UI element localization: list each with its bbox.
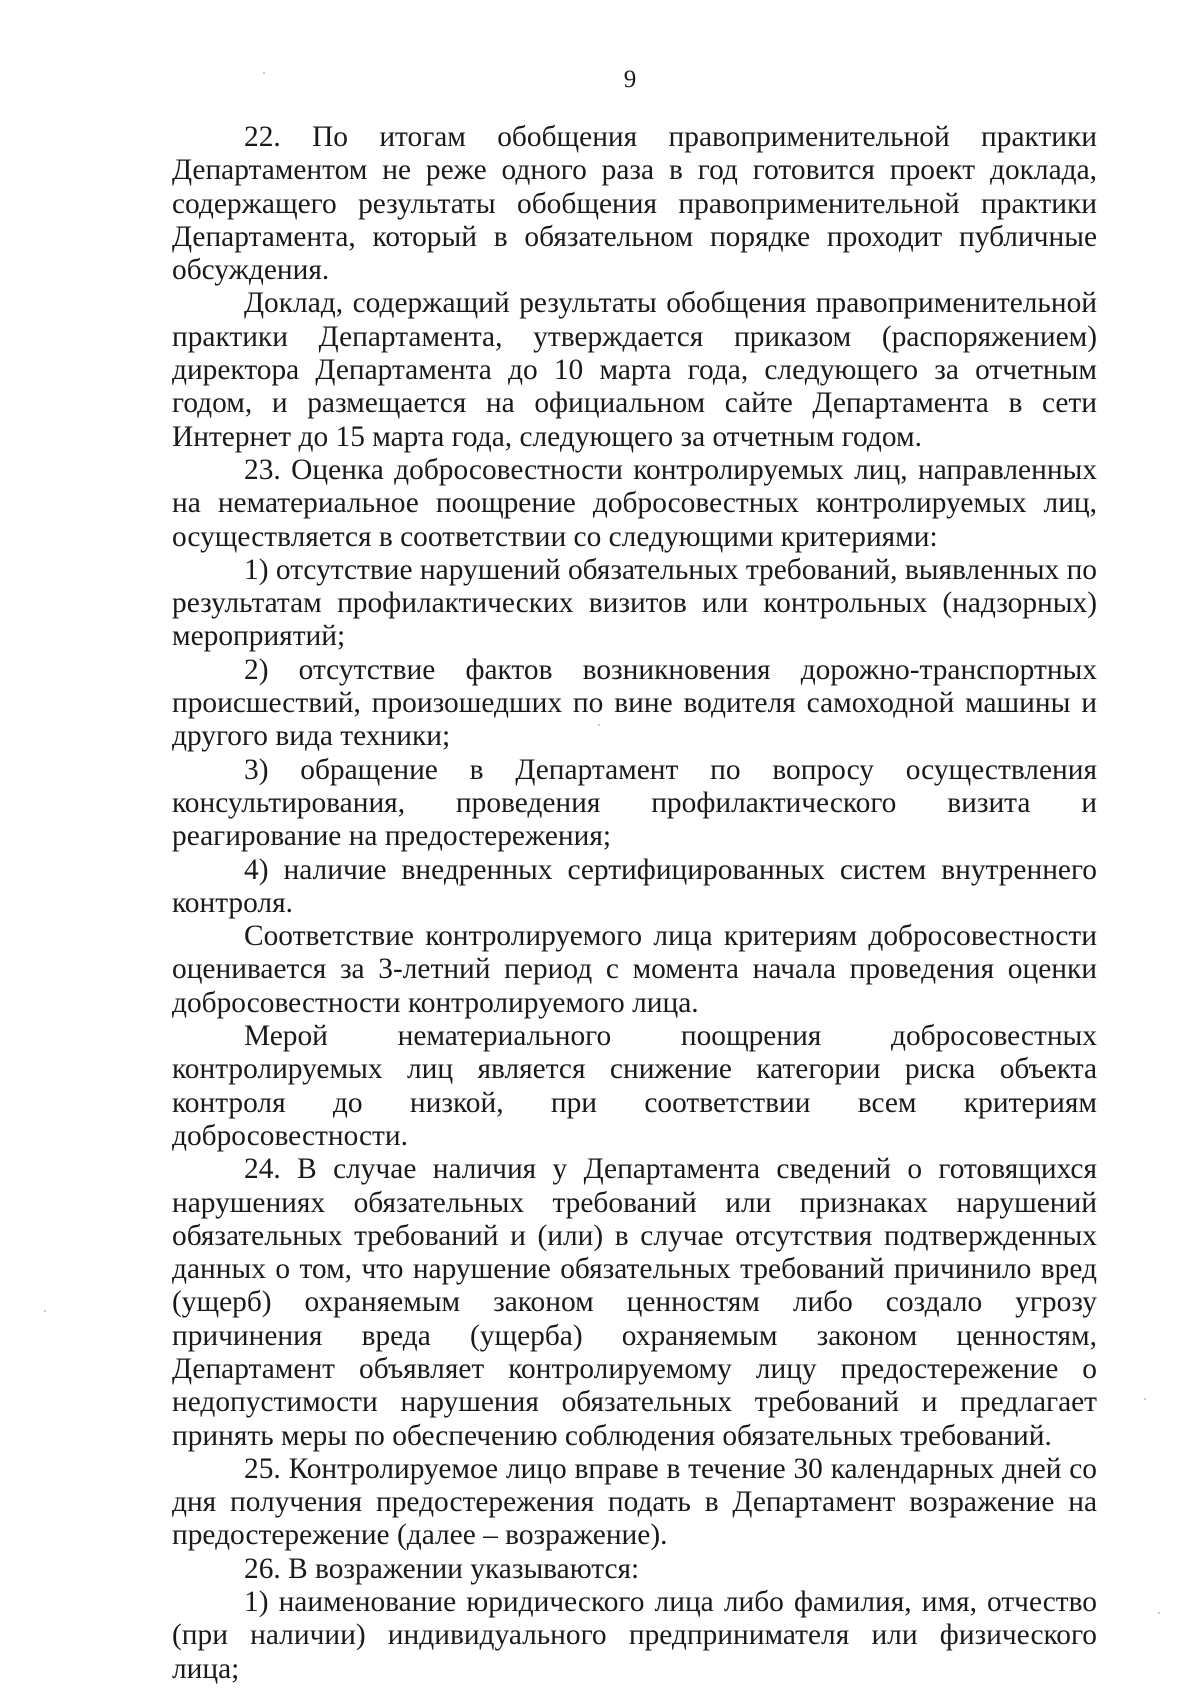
document-body (172, 121, 1097, 1686)
paragraph: Соответствие контролируемого лица критериям добросовестности оценивается за 3-летний период с момента начала проведения оценки добросовестности контролируемого лица. (172, 920, 1097, 1019)
list-item: 4) наличие внедренных сертифицированных систем внутреннего контроля. (172, 853, 1097, 919)
paragraph: 25. Контролируемое лицо вправе в течение 30 календарных дней со дня получения предостережения подать в Департамент возражение на предостережение (далее – возражение). (172, 1452, 1097, 1552)
list-item: 2) отсутствие фактов возникновения дорожно-транспортных происшествий, произошедших по вине водителя самоходной машины и другого вида техники; (172, 653, 1097, 753)
scan-speck (1158, 1612, 1160, 1614)
list-item: 1) отсутствие нарушений обязательных требований, выявленных по результатам профилактических визитов или контрольных (надзорных) мероприятий; (172, 553, 1097, 653)
list-item: 1) наименование юридического лица либо фамилия, имя, отчество (при наличии) индивидуального предпринимателя или физического лица; (172, 1586, 1097, 1685)
paragraph: 22. По итогам обобщения правоприменительной практики Департаментом не реже одного раза в год готовится проект доклада, содержащего результаты обобщения правоприменительной практики Департамента, который в обязательном порядке проходит публичные обсуждения. (172, 121, 1097, 287)
paragraph: 23. Оценка добросовестности контролируемых лиц, направленных на нематериальное поощрение добросовестных контролируемых лиц, осуществляется в соответствии со следующими критериями: (172, 453, 1097, 553)
paragraph: 26. В возражении указываются: (244, 1552, 640, 1585)
paragraph: Доклад, содержащий результаты обобщения правоприменительной практики Департамента, утверждается приказом (распоряжением) директора Департамента до 10 марта года, следующего за отчетным годом, и размещается на официальном сайте Департамента в сети Интернет до 15 марта года, следующего за отчетным годом. (172, 287, 1097, 453)
page-number: 9 (623, 66, 637, 93)
list-item: 3) обращение в Департамент по вопросу осуществления консультирования, проведения профилактического визита и реагирование на предостережения; (172, 753, 1097, 853)
scan-speck (44, 1310, 46, 1312)
paragraph: Мерой нематериального поощрения добросовестных контролируемых лиц является снижение категории риска объекта контроля до низкой, при соответствии всем критериям добросовестности. (172, 1020, 1097, 1152)
scan-speck (1144, 1398, 1146, 1400)
paragraph: 24. В случае наличия у Департамента сведений о готовящихся нарушениях обязательных требований или признаках нарушений обязательных требований и (или) в случае отсутствия подтвержденных данных о том, что нарушение обязательных требований причинило вред (ущерб) охраняемым законом ценностям либо создало угрозу причинения вреда (ущерба) охраняемым законом ценностям, Департамент объявляет контролируемому лицу предостережение о недопустимости нарушения обязательных требований и предлагает принять меры по обеспечению соблюдения обязательных требований. (172, 1153, 1097, 1452)
